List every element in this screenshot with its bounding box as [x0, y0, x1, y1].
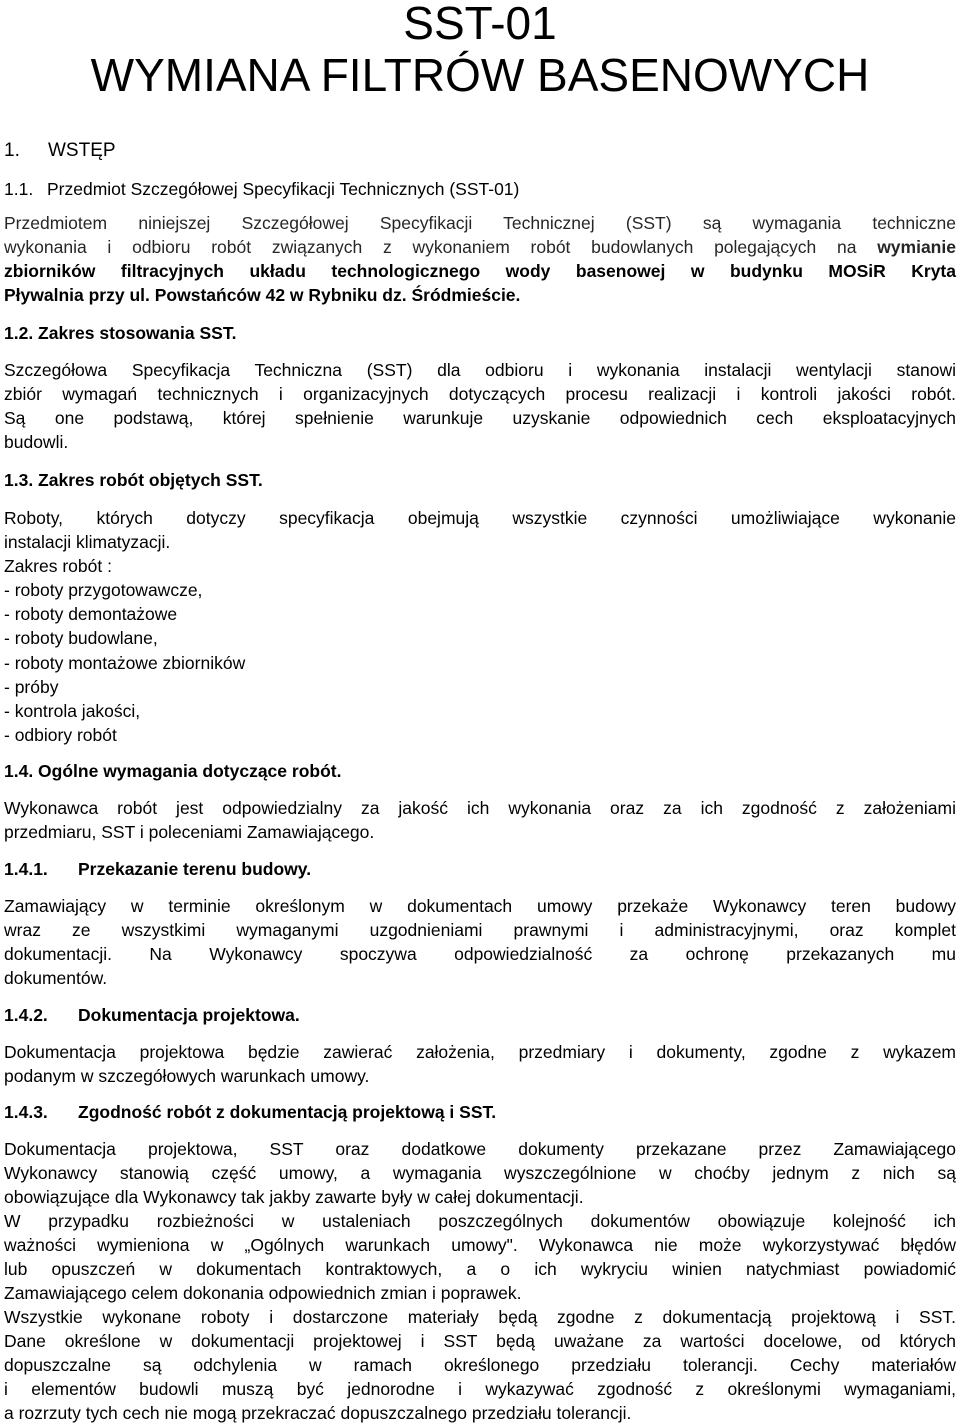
list-item: - próby	[4, 676, 59, 697]
section-heading-1-2: 1.2. Zakres stosowania SST.	[4, 323, 237, 343]
paragraph-1-2	[4, 358, 956, 454]
document-title-code: SST-01	[403, 0, 557, 49]
text-line: dokumentacji. Na Wykonawcy spoczywa odpowiedzialność za ochronę przekazanych mu	[4, 944, 956, 964]
text-line: obowiązujące dla Wykonawcy tak jakby zawarte były w całej dokumentacji.	[4, 1187, 584, 1207]
text-run: wykonania i odbioru robót związanych z wykonaniem robót budowlanych polegających na	[4, 237, 857, 257]
text-line	[4, 235, 956, 259]
text-line: instalacji klimatyzacji.	[4, 532, 171, 552]
text-line-bold	[4, 283, 956, 307]
text-line: zbiór wymagań technicznych i organizacyjnych dotyczących procesu realizacji i kontroli jakości robót.	[4, 384, 956, 404]
text-line: a rozrzuty tych cech nie mogą przekraczać dopuszczalnego przedziału tolerancji.	[4, 1403, 632, 1423]
section-label: Przekazanie terenu budowy.	[78, 859, 312, 879]
section-heading-1	[4, 140, 116, 162]
list-item: - roboty przygotowawcze,	[4, 580, 203, 600]
text-line: Szczegółowa Specyfikacja Techniczna (SST) dla odbioru i wykonania instalacji wentylacji stanowi	[4, 360, 956, 380]
text-line: budowli.	[4, 432, 69, 452]
list-item: - kontrola jakości,	[4, 701, 141, 722]
works-scope-list	[4, 578, 245, 747]
list-header: Zakres robót :	[4, 556, 112, 576]
text-line: podanym w szczegółowych warunkach umowy.	[4, 1066, 370, 1086]
text-line: lub opuszczeń w dokumentach kontraktowych, a o ich wykryciu winien natychmiast powiadomić	[4, 1259, 956, 1279]
text-line: dokumentów.	[4, 968, 108, 988]
text-run-bold: Pływalnia przy ul. Powstańców 42 w Rybniku dz. Śródmieście.	[4, 285, 521, 305]
text-line: Zamawiającego celem dokonania odpowiednich zmian i poprawek.	[4, 1283, 522, 1303]
text-line: Wykonawcy stanowią część umowy, a wymagania wyszczególnione w choćby jednym z nich są	[4, 1163, 956, 1183]
section-heading-1-1	[4, 179, 519, 200]
section-label: WSTĘP	[48, 140, 116, 161]
paragraph-1-4-3	[4, 1137, 956, 1425]
text-line: i elementów budowli muszą być jednorodne i wykazywać zgodność z określonymi wymaganiami,	[4, 1379, 956, 1399]
text-line-bold	[4, 259, 956, 283]
section-heading-1-4-2	[4, 1005, 300, 1026]
list-item: - roboty demontażowe	[4, 604, 178, 625]
text-line: W przypadku rozbieżności w ustaleniach poszczególnych dokumentów obowiązuje kolejność ich	[4, 1211, 956, 1231]
section-label: Zgodność robót z dokumentacją projektową i SST.	[78, 1102, 497, 1122]
text-line: Dokumentacja projektowa będzie zawierać założenia, przedmiary i dokumenty, zgodne z wykazem	[4, 1042, 956, 1062]
section-number: 1.1.	[4, 179, 34, 199]
text-line: ważności wymieniona w „Ogólnych warunkach umowy". Wykonawca nie może wykorzystywać błędów	[4, 1235, 956, 1255]
list-item: - roboty budowlane,	[4, 628, 158, 649]
text-line: przedmiaru, SST i poleceniami Zamawiającego.	[4, 822, 375, 842]
paragraph-1-4-1	[4, 894, 956, 990]
text-line: Dane określone w dokumentacji projektowej i SST będą uważane za wartości docelowe, od których	[4, 1331, 956, 1351]
section-label: Dokumentacja projektowa.	[78, 1005, 300, 1025]
section-label: Przedmiot Szczegółowej Specyfikacji Technicznych (SST-01)	[47, 179, 520, 199]
section-number: 1.4.3.	[4, 1102, 48, 1122]
text-line: Dokumentacja projektowa, SST oraz dodatkowe dokumenty przekazane przez Zamawiającego	[4, 1139, 956, 1159]
paragraph-1-4-2	[4, 1040, 956, 1088]
section-heading-1-3: 1.3. Zakres robót objętych SST.	[4, 470, 263, 490]
list-item: - odbiory robót	[4, 725, 117, 746]
document-title: WYMIANA FILTRÓW BASENOWYCH	[90, 49, 870, 101]
section-number: 1.	[4, 140, 20, 161]
paragraph-1-4	[4, 796, 956, 844]
text-line: Wykonawca robót jest odpowiedzialny za jakość ich wykonania oraz za ich zgodność z założeniami	[4, 798, 956, 818]
paragraph-1-1	[4, 211, 956, 307]
text-run-bold: wymianie	[877, 237, 956, 257]
section-number: 1.4.2.	[4, 1005, 48, 1025]
list-item: - roboty montażowe zbiorników	[4, 652, 246, 673]
paragraph-1-3	[4, 506, 956, 578]
text-line: dopuszczalne są odchylenia w ramach określonego przedziału tolerancji. Cechy materiałów	[4, 1355, 956, 1375]
text-line: Roboty, których dotyczy specyfikacja obejmują wszystkie czynności umożliwiające wykonanie	[4, 508, 956, 528]
text-line: Przedmiotem niniejszej Szczegółowej Specyfikacji Technicznej (SST) są wymagania techniczne	[4, 213, 956, 233]
section-heading-1-4-1	[4, 859, 311, 880]
text-line: Wszystkie wykonane roboty i dostarczone materiały będą zgodne z dokumentacją projektową i SST.	[4, 1307, 956, 1327]
text-line: wraz ze wszystkimi wymaganymi uzgodnieniami prawnymi i administracyjnymi, oraz komplet	[4, 920, 956, 940]
text-line: Zamawiający w terminie określonym w dokumentach umowy przekaże Wykonawcy teren budowy	[4, 896, 956, 916]
text-line: Są one podstawą, której spełnienie warunkuje uzyskanie odpowiednich cech eksploatacyjnych	[4, 408, 956, 428]
section-number: 1.4.1.	[4, 859, 48, 879]
text-run-bold: zbiorników filtracyjnych układu technologicznego wody basenowej w budynku MOSiR Kryta	[4, 261, 956, 281]
section-heading-1-4-3	[4, 1102, 496, 1123]
section-heading-1-4: 1.4. Ogólne wymagania dotyczące robót.	[4, 761, 342, 781]
